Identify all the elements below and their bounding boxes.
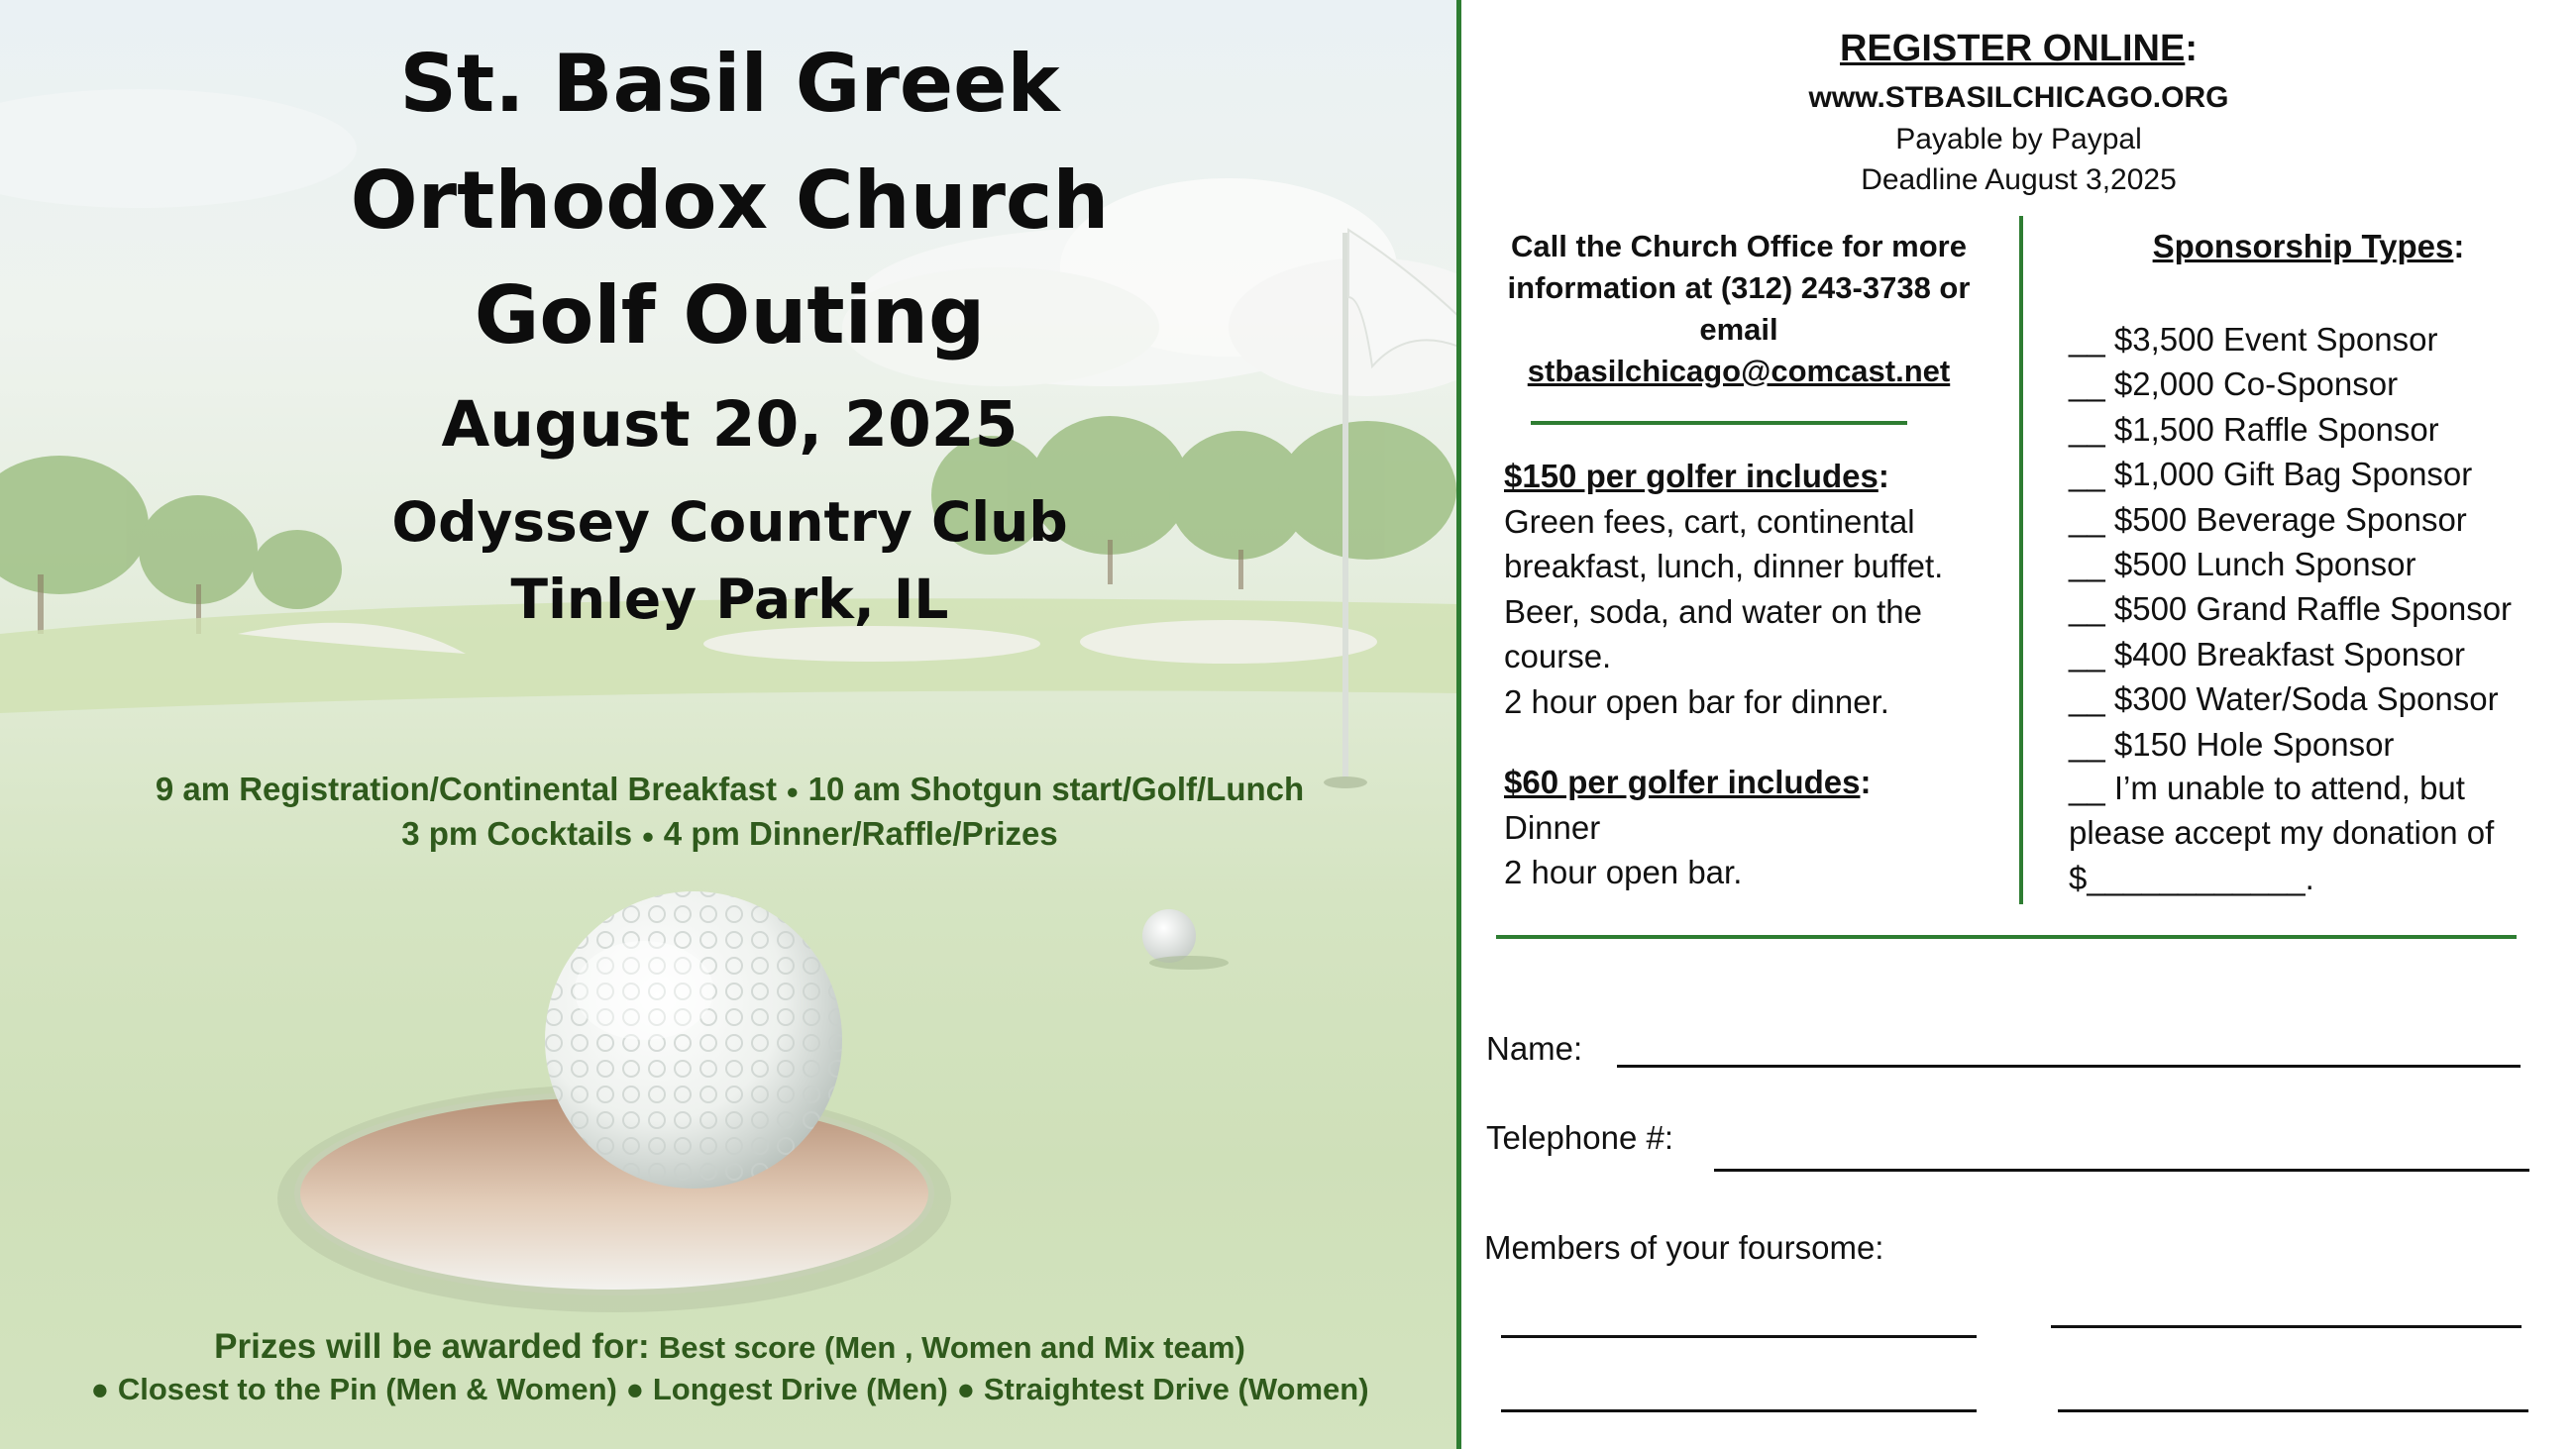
sponsorship-option[interactable]: __ $150 Hole Sponsor [2069,725,2395,763]
contact-info [1486,226,1991,392]
sponsorship-option[interactable]: __ $1,000 Gift Bag Sponsor [2069,456,2473,493]
package-line: 2 hour open bar for dinner. [1504,682,1889,720]
registration-deadline: Deadline August 3,2025 [1861,163,2177,196]
event-date: August 20, 2025 [441,388,1019,461]
prizes-line-1 [0,1327,1459,1367]
event-city: Tinley Park, IL [510,568,949,631]
schedule-item: 9 am Registration/Continental Breakfast [155,771,777,807]
bullet-icon: ● [90,1372,110,1406]
schedule-item: 10 am Shotgun start/Golf/Lunch [807,771,1305,807]
package-line: Dinner [1504,808,1601,846]
contact-text: Call the Church Office for more information at (312) 243-3738 or email [1507,229,1971,347]
telephone-label: Telephone #: [1486,1119,1673,1156]
sponsorship-heading-text: Sponsorship Types [2152,228,2454,264]
contact-divider [1531,421,1907,425]
foursome-members-label: Members of your foursome: [1484,1229,1884,1266]
event-title-line-2: Orthodox Church [350,155,1110,247]
sponsorship-option[interactable]: __ $500 Lunch Sponsor [2069,546,2416,583]
sponsorship-option[interactable]: __ $3,500 Event Sponsor [2069,321,2438,358]
package-line: Beer, soda, and water on the [1504,592,1922,630]
bullet-icon: ● [625,1372,645,1406]
schedule-line-2 [0,815,1459,853]
contact-email: stbasilchicago@comcast.net [1527,354,1951,388]
payment-method: Payable by Paypal [1895,123,2142,155]
sponsorship-list [2069,317,2564,767]
sponsorship-option[interactable]: __ $500 Beverage Sponsor [2069,500,2467,538]
prize-item: Straightest Drive (Women) [983,1372,1369,1406]
package-150 [1504,454,2019,724]
bullet-icon: ● [956,1372,976,1406]
package-line: course. [1504,638,1612,674]
schedule-item: 3 pm Cocktails [401,815,633,852]
golf-ball-icon [545,891,842,1189]
package-heading-text: $150 per golfer includes [1504,458,1878,494]
sponsorship-option[interactable]: __ $300 Water/Soda Sponsor [2069,680,2499,718]
foursome-member-field-2[interactable] [2051,1325,2522,1328]
foursome-member-field-1[interactable] [1501,1335,1977,1338]
prize-item: Closest to the Pin (Men & Women) [117,1372,617,1406]
sponsorship-option[interactable]: __ $500 Grand Raffle Sponsor [2069,590,2513,628]
package-heading: $60 per golfer includes: [1504,764,1872,800]
package-line: breakfast, lunch, dinner buffet. [1504,548,1944,584]
heading-colon: : [2185,28,2199,69]
sponsorship-heading: Sponsorship Types: [2152,228,2465,264]
register-online-heading [1461,28,2576,70]
column-divider [2019,216,2023,904]
form-section-divider [1496,935,2517,939]
schedule-line-1 [0,771,1459,808]
foursome-member-field-3[interactable] [1501,1409,1977,1412]
prizes-lead: Prizes will be awarded for: [214,1327,650,1366]
sponsorship-option[interactable]: __ $2,000 Co-Sponsor [2069,365,2399,403]
event-venue: Odyssey Country Club [391,490,1068,554]
bullet-icon: ● [641,823,655,849]
package-line: Green fees, cart, continental [1504,502,1915,540]
package-heading: $150 per golfer includes: [1504,458,1889,494]
package-line: 2 hour open bar. [1504,854,1743,890]
website-url: www.STBASILCHICAGO.ORG [1808,81,2229,114]
event-title-line-3: Golf Outing [474,269,986,362]
register-online-label: REGISTER ONLINE [1839,28,2186,69]
name-label: Name: [1486,1030,1583,1067]
package-heading-text: $60 per golfer includes [1504,764,1861,800]
donation-option[interactable]: __ I’m unable to attend, but please accept my donation of $____________. [2069,770,2495,896]
prize-item: Longest Drive (Men) [652,1372,948,1406]
prizes-line-2 [0,1372,1459,1407]
small-golf-ball-icon [1142,909,1196,963]
event-title-line-1: St. Basil Greek [399,38,1060,130]
foursome-member-field-4[interactable] [2058,1409,2528,1412]
bullet-icon: ● [786,778,800,804]
package-60 [1504,760,2019,895]
sponsorship-option[interactable]: __ $400 Breakfast Sponsor [2069,635,2465,673]
schedule-item: 4 pm Dinner/Raffle/Prizes [663,815,1058,852]
sponsorship-option[interactable]: __ $1,500 Raffle Sponsor [2069,410,2439,448]
name-field[interactable] [1617,1065,2521,1068]
telephone-field[interactable] [1714,1169,2529,1172]
sand-bunker [703,626,1040,662]
prize-item: Best score (Men , Women and Mix team) [658,1330,1245,1365]
